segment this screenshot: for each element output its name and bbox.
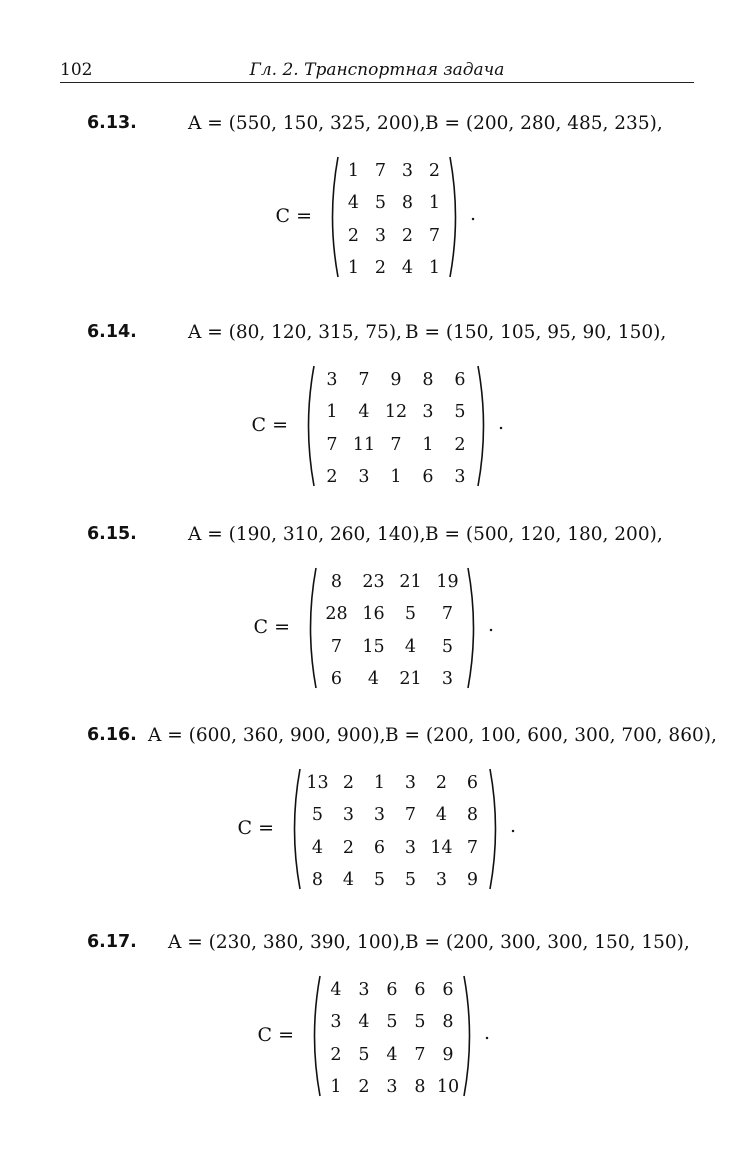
matrix-cell: 6 [330, 668, 343, 689]
matrix-cell: 19 [436, 572, 459, 592]
end-punctuation: . [470, 203, 477, 225]
matrix-cell: 5 [374, 193, 387, 214]
matrix-cell: 4 [401, 257, 414, 278]
matrix-cell: 7 [441, 604, 454, 625]
problem-statement [0, 113, 756, 139]
left-parenthesis [302, 364, 316, 488]
matrix-cell: 21 [399, 572, 422, 592]
matrix-cell: 7 [466, 837, 479, 858]
matrix-grid [340, 155, 448, 279]
matrix-cell: 1 [390, 466, 402, 487]
matrix-label: C = [253, 616, 290, 638]
matrix-cell: 5 [311, 805, 324, 826]
left-parenthesis [288, 767, 302, 891]
right-parenthesis [466, 566, 480, 690]
matrix-cell: 9 [390, 370, 402, 390]
matrix-cell: 3 [404, 837, 417, 858]
problem-statement [0, 725, 756, 751]
matrix-grid [302, 767, 488, 891]
matrix-cell: 3 [422, 402, 434, 423]
matrix-cell: 4 [358, 402, 370, 423]
matrix-label: C = [275, 205, 312, 227]
matrix-cell: 1 [330, 1076, 342, 1097]
matrix-cell: 1 [347, 257, 360, 278]
matrix-cell: 7 [330, 636, 343, 657]
matrix-cell: 3 [404, 773, 417, 793]
matrix-cell: 4 [435, 805, 448, 826]
matrix-cell: 3 [326, 370, 338, 390]
matrix-label: C = [257, 1024, 294, 1046]
matrix-cell: 13 [306, 773, 329, 793]
matrix-cell: 3 [330, 1012, 342, 1033]
right-parenthesis [488, 767, 502, 891]
matrix-cell: 8 [401, 193, 414, 214]
matrix-cell: 8 [442, 1012, 454, 1033]
end-punctuation: . [498, 412, 505, 434]
matrix-cell: 7 [428, 225, 441, 246]
right-parenthesis [476, 364, 490, 488]
end-punctuation: . [488, 614, 495, 636]
demand-vector: B = (500, 120, 180, 200), [425, 524, 663, 545]
matrix-cell: 5 [454, 402, 466, 423]
matrix-cell: 6 [414, 980, 426, 1000]
problem-number: 6.14. [87, 322, 137, 342]
demand-vector: B = (200, 280, 485, 235), [425, 113, 663, 134]
matrix-cell: 6 [373, 837, 386, 858]
problem-number: 6.13. [87, 113, 137, 133]
matrix-cell: 2 [374, 257, 387, 278]
cost-matrix [0, 974, 756, 1098]
matrix-grid [318, 566, 466, 690]
matrix-cell: 8 [414, 1076, 426, 1097]
matrix-cell: 7 [326, 434, 338, 455]
matrix-cell: 1 [428, 193, 441, 214]
cost-matrix [0, 155, 756, 279]
matrix-cell: 1 [326, 402, 338, 423]
left-parenthesis [326, 155, 340, 279]
matrix-cell: 3 [401, 161, 414, 181]
matrix-cell: 2 [326, 466, 338, 487]
matrix-cell: 8 [330, 572, 343, 592]
matrix-cell: 5 [404, 869, 417, 890]
matrix-cell: 1 [373, 773, 386, 793]
matrix-cell: 3 [358, 466, 370, 487]
matrix-cell: 6 [454, 370, 466, 390]
matrix-cell: 2 [358, 1076, 370, 1097]
end-punctuation: . [510, 815, 517, 837]
matrix-cell: 5 [441, 636, 454, 657]
matrix-grid [322, 974, 462, 1098]
matrix-grid [316, 364, 476, 488]
matrix-cell: 3 [454, 466, 466, 487]
matrix-cell: 1 [347, 161, 360, 181]
matrix-cell: 6 [466, 773, 479, 793]
matrix-cell: 3 [373, 805, 386, 826]
header-rule [60, 82, 694, 83]
problem-statement [0, 524, 756, 550]
matrix-cell: 4 [367, 668, 380, 689]
right-parenthesis [448, 155, 462, 279]
left-parenthesis [304, 566, 318, 690]
matrix-cell: 6 [442, 980, 454, 1000]
left-parenthesis [308, 974, 322, 1098]
problem-number: 6.17. [87, 932, 137, 952]
matrix-label: C = [237, 817, 274, 839]
cost-matrix [0, 566, 756, 690]
matrix-cell: 4 [404, 636, 417, 657]
matrix-cell: 2 [342, 837, 355, 858]
matrix-cell: 5 [358, 1044, 370, 1065]
matrix-cell: 4 [311, 837, 324, 858]
problem-statement [0, 322, 756, 348]
matrix-cell: 3 [374, 225, 387, 246]
matrix-cell: 7 [358, 370, 370, 390]
matrix-cell: 3 [342, 805, 355, 826]
matrix-cell: 2 [454, 434, 466, 455]
supply-vector: A = (550, 150, 325, 200), [188, 113, 426, 134]
matrix-cell: 7 [390, 434, 402, 455]
matrix-cell: 6 [386, 980, 398, 1000]
matrix-cell: 8 [311, 869, 324, 890]
problem-statement [0, 932, 756, 958]
matrix-cell: 23 [362, 572, 385, 592]
matrix-cell: 2 [428, 161, 441, 181]
matrix-cell: 3 [441, 668, 454, 689]
matrix-cell: 12 [384, 402, 408, 423]
matrix-label: C = [251, 414, 288, 436]
matrix-cell: 14 [430, 837, 453, 858]
matrix-cell: 2 [435, 773, 448, 793]
matrix-cell: 10 [436, 1076, 460, 1097]
matrix-cell: 11 [352, 434, 376, 455]
matrix-cell: 6 [422, 466, 434, 487]
page-header [60, 60, 694, 84]
right-parenthesis [462, 974, 476, 1098]
matrix-cell: 28 [325, 604, 348, 625]
supply-vector: A = (80, 120, 315, 75), [188, 322, 402, 343]
matrix-cell: 5 [386, 1012, 398, 1033]
demand-vector: B = (200, 100, 600, 300, 700, 860), [385, 725, 717, 746]
matrix-cell: 5 [373, 869, 386, 890]
running-title: Гл. 2. Транспортная задача [249, 60, 505, 80]
matrix-cell: 9 [466, 869, 479, 890]
matrix-cell: 3 [435, 869, 448, 890]
matrix-cell: 3 [386, 1076, 398, 1097]
matrix-cell: 2 [347, 225, 360, 246]
matrix-cell: 3 [358, 980, 370, 1000]
matrix-cell: 2 [330, 1044, 342, 1065]
cost-matrix [0, 364, 756, 488]
matrix-cell: 5 [404, 604, 417, 625]
matrix-cell: 9 [442, 1044, 454, 1065]
end-punctuation: . [484, 1022, 491, 1044]
matrix-cell: 8 [466, 805, 479, 826]
demand-vector: B = (150, 105, 95, 90, 150), [405, 322, 667, 343]
matrix-cell: 4 [342, 869, 355, 890]
matrix-cell: 7 [374, 161, 387, 181]
page-number: 102 [60, 60, 93, 80]
matrix-cell: 21 [399, 668, 422, 689]
problem-number: 6.15. [87, 524, 137, 544]
matrix-cell: 15 [362, 636, 385, 657]
matrix-cell: 4 [386, 1044, 398, 1065]
matrix-cell: 7 [414, 1044, 426, 1065]
demand-vector: B = (200, 300, 300, 150, 150), [405, 932, 690, 953]
supply-vector: A = (230, 380, 390, 100), [168, 932, 406, 953]
cost-matrix [0, 767, 756, 891]
matrix-cell: 1 [422, 434, 434, 455]
problem-number: 6.16. [87, 725, 137, 745]
matrix-cell: 8 [422, 370, 434, 390]
matrix-cell: 5 [414, 1012, 426, 1033]
matrix-cell: 4 [358, 1012, 370, 1033]
matrix-cell: 7 [404, 805, 417, 826]
matrix-cell: 4 [330, 980, 342, 1000]
matrix-cell: 16 [362, 604, 385, 625]
supply-vector: A = (190, 310, 260, 140), [188, 524, 426, 545]
matrix-cell: 2 [401, 225, 414, 246]
matrix-cell: 2 [342, 773, 355, 793]
supply-vector: A = (600, 360, 900, 900), [148, 725, 386, 746]
matrix-cell: 1 [428, 257, 441, 278]
matrix-cell: 4 [347, 193, 360, 214]
